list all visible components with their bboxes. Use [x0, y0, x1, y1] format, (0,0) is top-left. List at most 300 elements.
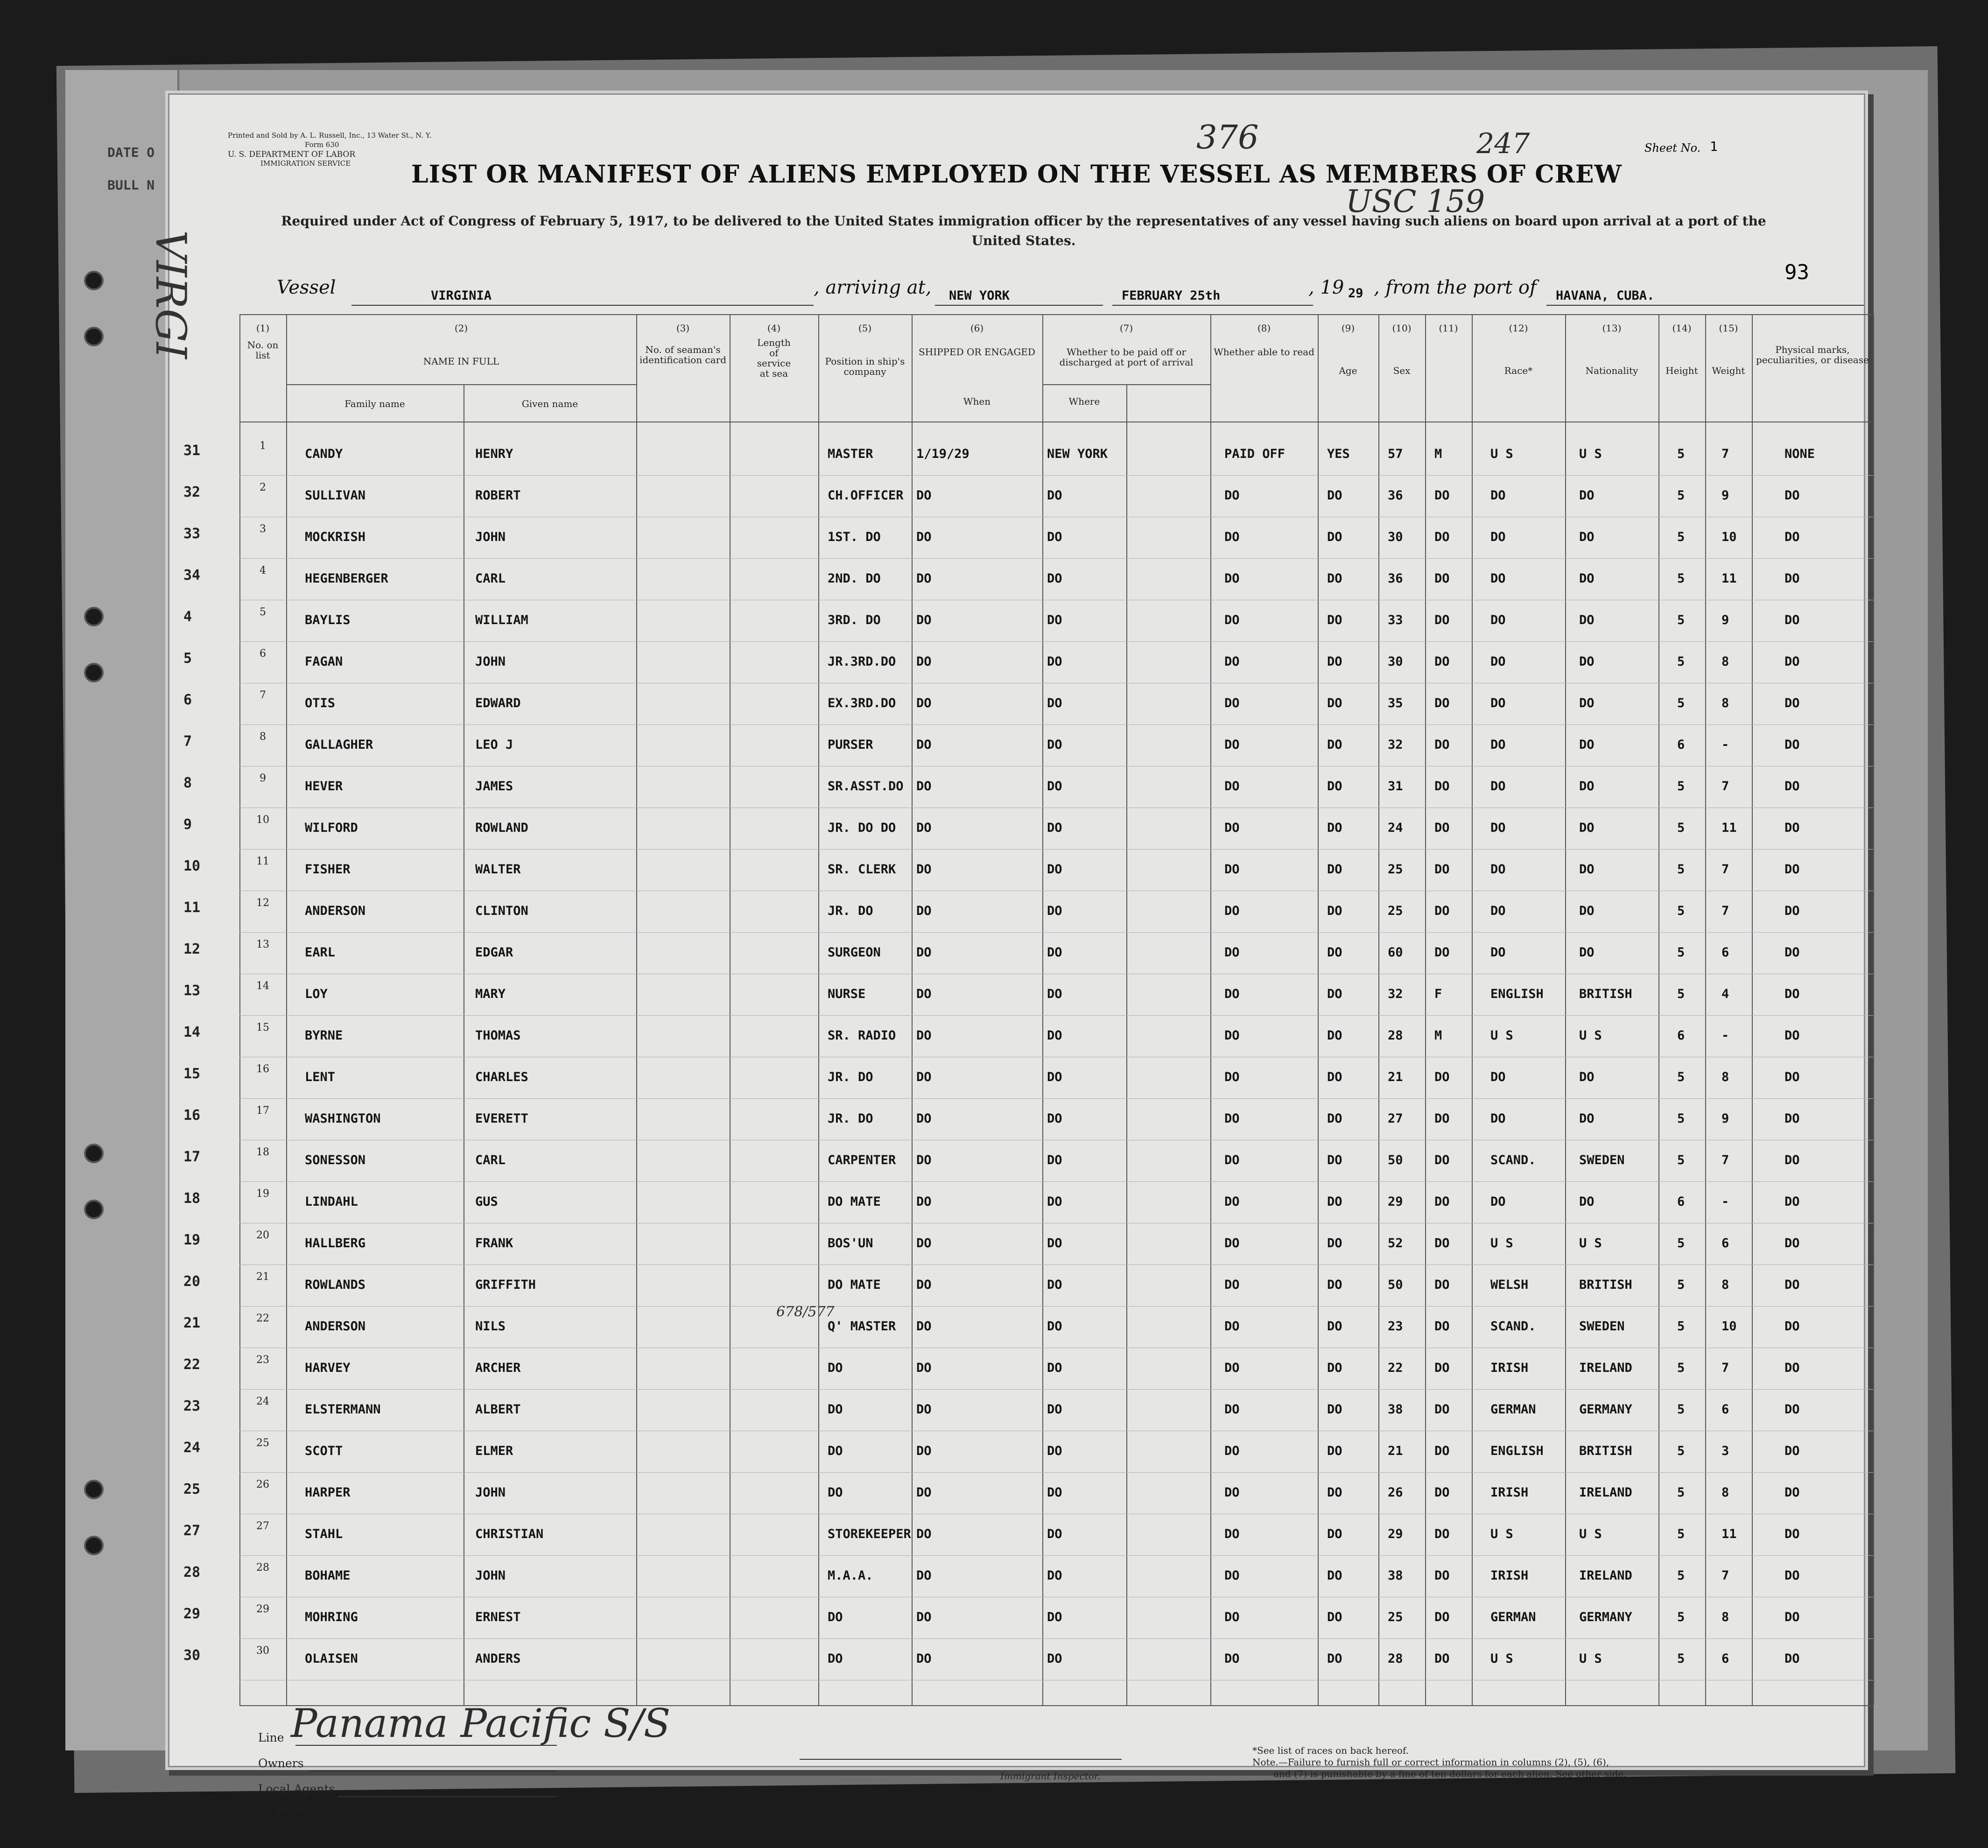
age-cell: 30 — [1388, 530, 1403, 544]
margin-line-number: 18 — [183, 1190, 201, 1207]
shipped-when-cell: DO — [916, 1195, 932, 1209]
vrule — [730, 314, 731, 1705]
binder-hole — [84, 1200, 104, 1219]
col-header-when: When — [963, 396, 991, 407]
physical-marks-cell: DO — [1784, 1028, 1800, 1043]
col-header-race: Race* — [1504, 365, 1533, 376]
able-to-read-cell: DO — [1327, 571, 1342, 586]
sex-cell: DO — [1434, 862, 1450, 877]
nationality-cell: DO — [1579, 530, 1595, 544]
list-number-cell: 15 — [256, 1022, 269, 1033]
vrule — [1752, 314, 1753, 1705]
age-cell: 36 — [1388, 488, 1403, 503]
able-to-read-cell: DO — [1327, 1527, 1342, 1541]
weight-cell: 11 — [1721, 571, 1737, 586]
family-name-cell: LENT — [305, 1070, 336, 1084]
col-num: (11) — [1439, 323, 1458, 334]
nationality-cell: DO — [1579, 945, 1595, 960]
physical-marks-cell: DO — [1784, 945, 1800, 960]
able-to-read-cell: DO — [1327, 987, 1342, 1001]
sex-cell: M — [1434, 1028, 1442, 1043]
vrule — [636, 314, 637, 1705]
age-cell: 25 — [1388, 1610, 1403, 1624]
paid-off-cell: DO — [1224, 904, 1240, 918]
arrival-date: FEBRUARY 25th — [1122, 288, 1221, 303]
able-to-read-cell: DO — [1327, 945, 1342, 960]
col-num: (14) — [1672, 323, 1692, 334]
family-name-cell: BYRNE — [305, 1028, 343, 1043]
age-cell: 28 — [1388, 1651, 1403, 1666]
hrule-shipped-split — [1042, 384, 1210, 385]
race-cell: DO — [1490, 654, 1506, 669]
weight-cell: 6 — [1721, 1236, 1729, 1251]
able-to-read-cell: DO — [1327, 738, 1342, 752]
col-num: (5) — [858, 323, 872, 334]
paid-off-cell: DO — [1224, 1236, 1240, 1251]
height-cell: 5 — [1677, 654, 1685, 669]
row-rule — [239, 1181, 1873, 1182]
position-cell: CARPENTER — [828, 1153, 896, 1167]
age-cell: 50 — [1388, 1153, 1403, 1167]
weight-cell: 4 — [1721, 987, 1729, 1001]
position-cell: DO — [828, 1651, 843, 1666]
height-cell: 5 — [1677, 1278, 1685, 1292]
position-cell: CH.OFFICER — [828, 488, 904, 503]
row-rule — [239, 1306, 1873, 1307]
given-name-cell: ALBERT — [475, 1402, 521, 1417]
given-name-cell: ARCHER — [475, 1361, 521, 1375]
row-rule — [239, 641, 1873, 642]
family-name-cell: SONESSON — [305, 1153, 366, 1167]
list-number-cell: 9 — [260, 773, 266, 784]
col-header-read: Whether able to read — [1214, 346, 1314, 358]
given-name-cell: JOHN — [475, 1568, 506, 1583]
margin-line-number: 30 — [183, 1647, 201, 1664]
height-cell: 5 — [1677, 1361, 1685, 1375]
family-name-cell: WASHINGTON — [305, 1111, 381, 1126]
vrule — [1873, 314, 1874, 1705]
vrule — [1378, 314, 1379, 1705]
list-number-cell: 26 — [256, 1479, 269, 1490]
family-name-cell: SCOTT — [305, 1444, 343, 1458]
given-name-cell: JOHN — [475, 530, 506, 544]
sex-cell: DO — [1434, 1651, 1450, 1666]
family-name-cell: FAGAN — [305, 654, 343, 669]
weight-cell: 7 — [1721, 779, 1729, 794]
shipped-where-cell: DO — [1047, 987, 1062, 1001]
family-name-cell: HALLBERG — [305, 1236, 366, 1251]
handwritten-card-number: 678/577 — [776, 1304, 835, 1320]
shipped-where-cell: DO — [1047, 654, 1062, 669]
nationality-cell: BRITISH — [1579, 1278, 1632, 1292]
department-name: U. S. DEPARTMENT OF LABOR — [228, 150, 356, 159]
nationality-cell: DO — [1579, 821, 1595, 835]
weight-cell: 11 — [1721, 821, 1737, 835]
row-rule — [239, 1015, 1873, 1016]
age-cell: 24 — [1388, 821, 1403, 835]
position-cell: SR. CLERK — [828, 862, 896, 877]
vrule — [286, 314, 287, 1705]
manifest-sheet — [146, 93, 1869, 1814]
able-to-read-cell: DO — [1327, 1361, 1342, 1375]
height-cell: 5 — [1677, 530, 1685, 544]
shipped-where-cell: DO — [1047, 904, 1062, 918]
nationality-cell: DO — [1579, 1111, 1595, 1126]
year-suffix: 29 — [1348, 286, 1363, 301]
shipped-when-cell: DO — [916, 613, 932, 627]
given-name-cell: JOHN — [475, 654, 506, 669]
given-name-cell: JOHN — [475, 1485, 506, 1500]
sex-cell: DO — [1434, 1153, 1450, 1167]
height-cell: 5 — [1677, 821, 1685, 835]
list-number-cell: 16 — [256, 1063, 269, 1075]
list-number-cell: 22 — [256, 1313, 269, 1324]
height-cell: 5 — [1677, 1610, 1685, 1624]
weight-cell: 8 — [1721, 654, 1729, 669]
col-num: (12) — [1509, 323, 1528, 334]
paid-off-cell: DO — [1224, 1028, 1240, 1043]
shipped-when-cell: DO — [916, 1651, 932, 1666]
physical-marks-cell: DO — [1784, 654, 1800, 669]
sex-cell: DO — [1434, 613, 1450, 627]
age-cell: 31 — [1388, 779, 1403, 794]
able-to-read-cell: DO — [1327, 654, 1342, 669]
shipped-where-cell: DO — [1047, 1236, 1062, 1251]
given-name-cell: FRANK — [475, 1236, 513, 1251]
shipped-where-cell: DO — [1047, 1361, 1062, 1375]
list-number-cell: 5 — [260, 606, 266, 618]
weight-cell: 8 — [1721, 1278, 1729, 1292]
given-name-cell: ROWLAND — [475, 821, 528, 835]
vrule — [1126, 384, 1127, 1705]
race-cell: U S — [1490, 1236, 1513, 1251]
sex-cell: DO — [1434, 1527, 1450, 1541]
shipped-when-cell: DO — [916, 1361, 932, 1375]
physical-marks-cell: DO — [1784, 738, 1800, 752]
paid-off-cell: DO — [1224, 1319, 1240, 1334]
family-name-cell: ANDERSON — [305, 1319, 366, 1334]
vrule — [1658, 314, 1659, 1705]
physical-marks-cell: DO — [1784, 1527, 1800, 1541]
family-name-cell: CANDY — [305, 447, 343, 461]
hrule-name-split — [286, 384, 636, 385]
from-label: , from the port of — [1374, 277, 1537, 298]
physical-marks-cell: DO — [1784, 821, 1800, 835]
nationality-cell: DO — [1579, 613, 1595, 627]
paid-off-cell: DO — [1224, 1195, 1240, 1209]
nationality-cell: IRELAND — [1579, 1568, 1632, 1583]
family-name-cell: ANDERSON — [305, 904, 366, 918]
weight-cell: - — [1721, 1028, 1729, 1043]
height-cell: 5 — [1677, 904, 1685, 918]
physical-marks-cell: DO — [1784, 1195, 1800, 1209]
shipped-where-cell: DO — [1047, 1485, 1062, 1500]
shipped-when-cell: DO — [916, 904, 932, 918]
paid-off-cell: DO — [1224, 738, 1240, 752]
nationality-cell: DO — [1579, 904, 1595, 918]
sex-cell: DO — [1434, 696, 1450, 710]
shipped-where-cell: DO — [1047, 945, 1062, 960]
weight-cell: 6 — [1721, 945, 1729, 960]
age-cell: 23 — [1388, 1319, 1403, 1334]
margin-line-number: 22 — [183, 1356, 201, 1373]
sex-cell: DO — [1434, 1111, 1450, 1126]
col-header-name: NAME IN FULL — [423, 356, 499, 367]
margin-line-number: 34 — [183, 567, 201, 583]
col-header-shipped: SHIPPED OR ENGAGED — [919, 346, 1035, 358]
paid-off-cell: DO — [1224, 1444, 1240, 1458]
family-name-cell: OLAISEN — [305, 1651, 358, 1666]
form-number: Form 630 — [305, 141, 339, 149]
shipped-where-cell: DO — [1047, 696, 1062, 710]
physical-marks-cell: DO — [1784, 779, 1800, 794]
col-header-paid: Whether to be paid off or discharged at port of arrival — [1059, 346, 1194, 368]
col-header-height: Height — [1665, 365, 1698, 376]
height-cell: 5 — [1677, 1402, 1685, 1417]
given-name-cell: EVERETT — [475, 1111, 528, 1126]
arrival-port: NEW YORK — [949, 288, 1010, 303]
nationality-cell: DO — [1579, 862, 1595, 877]
age-cell: 36 — [1388, 571, 1403, 586]
list-number-cell: 17 — [256, 1105, 269, 1117]
vessel-name: VIRGINIA — [431, 288, 492, 303]
age-cell: 32 — [1388, 987, 1403, 1001]
margin-line-number: 12 — [183, 941, 201, 957]
sex-cell: DO — [1434, 1568, 1450, 1583]
col-num: (9) — [1341, 323, 1355, 334]
list-number-cell: 27 — [256, 1520, 269, 1532]
nationality-cell: IRELAND — [1579, 1361, 1632, 1375]
physical-marks-cell: DO — [1784, 1153, 1800, 1167]
race-cell: DO — [1490, 1111, 1506, 1126]
race-cell: DO — [1490, 613, 1506, 627]
col-num: (13) — [1602, 323, 1622, 334]
binder-hole — [84, 663, 104, 682]
binder-stub-bull: BULL N — [107, 177, 155, 193]
row-rule — [239, 849, 1873, 850]
family-name-cell: LINDAHL — [305, 1195, 358, 1209]
race-cell: DO — [1490, 1195, 1506, 1209]
list-number-cell: 21 — [256, 1271, 269, 1283]
height-cell: 5 — [1677, 1319, 1685, 1334]
physical-marks-cell: DO — [1784, 1278, 1800, 1292]
age-cell: 21 — [1388, 1070, 1403, 1084]
physical-marks-cell: DO — [1784, 613, 1800, 627]
nationality-cell: U S — [1579, 1028, 1602, 1043]
shipped-when-cell: DO — [916, 1111, 932, 1126]
physical-marks-cell: DO — [1784, 904, 1800, 918]
weight-cell: 6 — [1721, 1402, 1729, 1417]
position-cell: NURSE — [828, 987, 866, 1001]
height-cell: 5 — [1677, 987, 1685, 1001]
margin-line-number: 14 — [183, 1024, 201, 1040]
age-cell: 38 — [1388, 1402, 1403, 1417]
age-cell: 32 — [1388, 738, 1403, 752]
able-to-read-cell: DO — [1327, 821, 1342, 835]
nationality-cell: DO — [1579, 571, 1595, 586]
able-to-read-cell: DO — [1327, 1568, 1342, 1583]
able-to-read-cell: DO — [1327, 1651, 1342, 1666]
shipped-when-cell: DO — [916, 1319, 932, 1334]
shipped-when-cell: DO — [916, 862, 932, 877]
col-num: (6) — [970, 323, 984, 334]
list-number-cell: 30 — [256, 1645, 269, 1657]
age-cell: 38 — [1388, 1568, 1403, 1583]
shipped-when-cell: DO — [916, 696, 932, 710]
row-rule — [239, 1555, 1873, 1556]
given-name-cell: WALTER — [475, 862, 521, 877]
sex-cell: DO — [1434, 904, 1450, 918]
sex-cell: DO — [1434, 1402, 1450, 1417]
weight-cell: 9 — [1721, 488, 1729, 503]
sex-cell: DO — [1434, 1070, 1450, 1084]
handwritten-annotation-top: 376 — [1196, 118, 1259, 156]
race-cell: DO — [1490, 1070, 1506, 1084]
physical-marks-cell: DO — [1784, 1568, 1800, 1583]
physical-marks-cell: DO — [1784, 571, 1800, 586]
col-header-age: Age — [1339, 365, 1357, 376]
age-cell: 35 — [1388, 696, 1403, 710]
race-cell: DO — [1490, 696, 1506, 710]
sheet-number-label: Sheet No. — [1644, 141, 1701, 155]
height-cell: 5 — [1677, 1651, 1685, 1666]
physical-marks-cell: DO — [1784, 1444, 1800, 1458]
paid-off-cell: DO — [1224, 987, 1240, 1001]
col-num: (10) — [1392, 323, 1412, 334]
nationality-cell: BRITISH — [1579, 987, 1632, 1001]
race-cell: WELSH — [1490, 1278, 1529, 1292]
shipped-when-cell: DO — [916, 1153, 932, 1167]
margin-line-number: 28 — [183, 1564, 201, 1581]
shipped-where-cell: DO — [1047, 862, 1062, 877]
family-name-cell: ELSTERMANN — [305, 1402, 381, 1417]
shipped-where-cell: DO — [1047, 1153, 1062, 1167]
col-num: (15) — [1719, 323, 1738, 334]
vrule — [1210, 314, 1211, 1705]
margin-line-number: 25 — [183, 1481, 201, 1497]
margin-line-number: 15 — [183, 1066, 201, 1082]
service-name: IMMIGRATION SERVICE — [260, 159, 351, 168]
footer-owners-label: Owners — [258, 1757, 304, 1770]
age-cell: 26 — [1388, 1485, 1403, 1500]
vrule — [1565, 314, 1566, 1705]
margin-line-number: 32 — [183, 484, 201, 500]
weight-cell: 7 — [1721, 447, 1729, 461]
given-name-cell: CHARLES — [475, 1070, 528, 1084]
col-header-where: Where — [1068, 396, 1100, 407]
family-name-cell: OTIS — [305, 696, 336, 710]
margin-line-number: 16 — [183, 1107, 201, 1124]
race-cell: DO — [1490, 571, 1506, 586]
inspector-label: Immigrant Inspector. — [1000, 1771, 1101, 1782]
physical-marks-cell: DO — [1784, 1402, 1800, 1417]
nationality-cell: GERMANY — [1579, 1402, 1632, 1417]
shipped-where-cell: DO — [1047, 1444, 1062, 1458]
list-number-cell: 19 — [256, 1188, 269, 1200]
list-number-cell: 3 — [260, 523, 266, 535]
sex-cell: DO — [1434, 1610, 1450, 1624]
position-cell: M.A.A. — [828, 1568, 873, 1583]
able-to-read-cell: DO — [1327, 1028, 1342, 1043]
shipped-when-cell: DO — [916, 571, 932, 586]
race-cell: U S — [1490, 447, 1513, 461]
arriving-label: , arriving at, — [814, 277, 932, 298]
col-header-family: Family name — [344, 398, 405, 409]
binder-hole — [84, 607, 104, 626]
position-cell: DO — [828, 1610, 843, 1624]
age-cell: 28 — [1388, 1028, 1403, 1043]
given-name-cell: CLINTON — [475, 904, 528, 918]
position-cell: JR. DO DO — [828, 821, 896, 835]
family-name-cell: ROWLANDS — [305, 1278, 366, 1292]
sex-cell: DO — [1434, 779, 1450, 794]
page-subtitle: Required under Act of Congress of February 5, 1917, to be delivered to the United States immigration officer by the representatives of any vessel having such aliens on board upon arrival at a port of the United States. — [281, 213, 1766, 248]
nationality-cell: DO — [1579, 488, 1595, 503]
able-to-read-cell: DO — [1327, 488, 1342, 503]
age-cell: 29 — [1388, 1195, 1403, 1209]
list-number-cell: 24 — [256, 1396, 269, 1407]
family-name-cell: GALLAGHER — [305, 738, 373, 752]
margin-line-number: 21 — [183, 1315, 201, 1331]
list-number-cell: 20 — [256, 1230, 269, 1241]
vrule — [1425, 314, 1426, 1705]
given-name-cell: NILS — [475, 1319, 506, 1334]
col-header-given: Given name — [521, 398, 578, 409]
height-cell: 5 — [1677, 779, 1685, 794]
family-name-cell: HEGENBERGER — [305, 571, 388, 586]
col-header-marks: Physical marks, peculiarities, or disease — [1756, 344, 1869, 365]
binder-hole — [84, 1536, 104, 1555]
shipped-where-cell: DO — [1047, 738, 1062, 752]
footer-agents-label: Local Agents — [258, 1782, 335, 1796]
shipped-where-cell: NEW YORK — [1047, 447, 1108, 461]
paid-off-cell: DO — [1224, 1153, 1240, 1167]
position-cell: JR.3RD.DO — [828, 654, 896, 669]
margin-line-number: 6 — [183, 692, 192, 708]
age-cell: 60 — [1388, 945, 1403, 960]
race-cell: GERMAN — [1490, 1610, 1536, 1624]
shipped-where-cell: DO — [1047, 1402, 1062, 1417]
sex-cell: M — [1434, 447, 1442, 461]
nationality-cell: SWEDEN — [1579, 1319, 1625, 1334]
weight-cell: 3 — [1721, 1444, 1729, 1458]
binder-hole — [84, 327, 104, 346]
sex-cell: DO — [1434, 654, 1450, 669]
position-cell: DO — [828, 1444, 843, 1458]
nationality-cell: DO — [1579, 779, 1595, 794]
physical-marks-cell: DO — [1784, 696, 1800, 710]
list-number-cell: 6 — [260, 648, 266, 660]
height-cell: 5 — [1677, 571, 1685, 586]
position-cell: DO MATE — [828, 1278, 881, 1292]
nationality-cell: U S — [1579, 1527, 1602, 1541]
height-cell: 5 — [1677, 1070, 1685, 1084]
list-number-cell: 1 — [260, 440, 266, 452]
margin-line-number: 24 — [183, 1440, 201, 1456]
able-to-read-cell: DO — [1327, 1278, 1342, 1292]
shipped-where-cell: DO — [1047, 488, 1062, 503]
sex-cell: DO — [1434, 1485, 1450, 1500]
nationality-cell: BRITISH — [1579, 1444, 1632, 1458]
row-rule — [239, 724, 1873, 725]
height-cell: 5 — [1677, 1444, 1685, 1458]
list-number-cell: 13 — [256, 939, 269, 950]
physical-marks-cell: DO — [1784, 1319, 1800, 1334]
col-num: (3) — [676, 323, 690, 334]
handwritten-annotation-code: USC 159 — [1346, 183, 1485, 219]
family-name-cell: HARVEY — [305, 1361, 351, 1375]
weight-cell: 8 — [1721, 1610, 1729, 1624]
